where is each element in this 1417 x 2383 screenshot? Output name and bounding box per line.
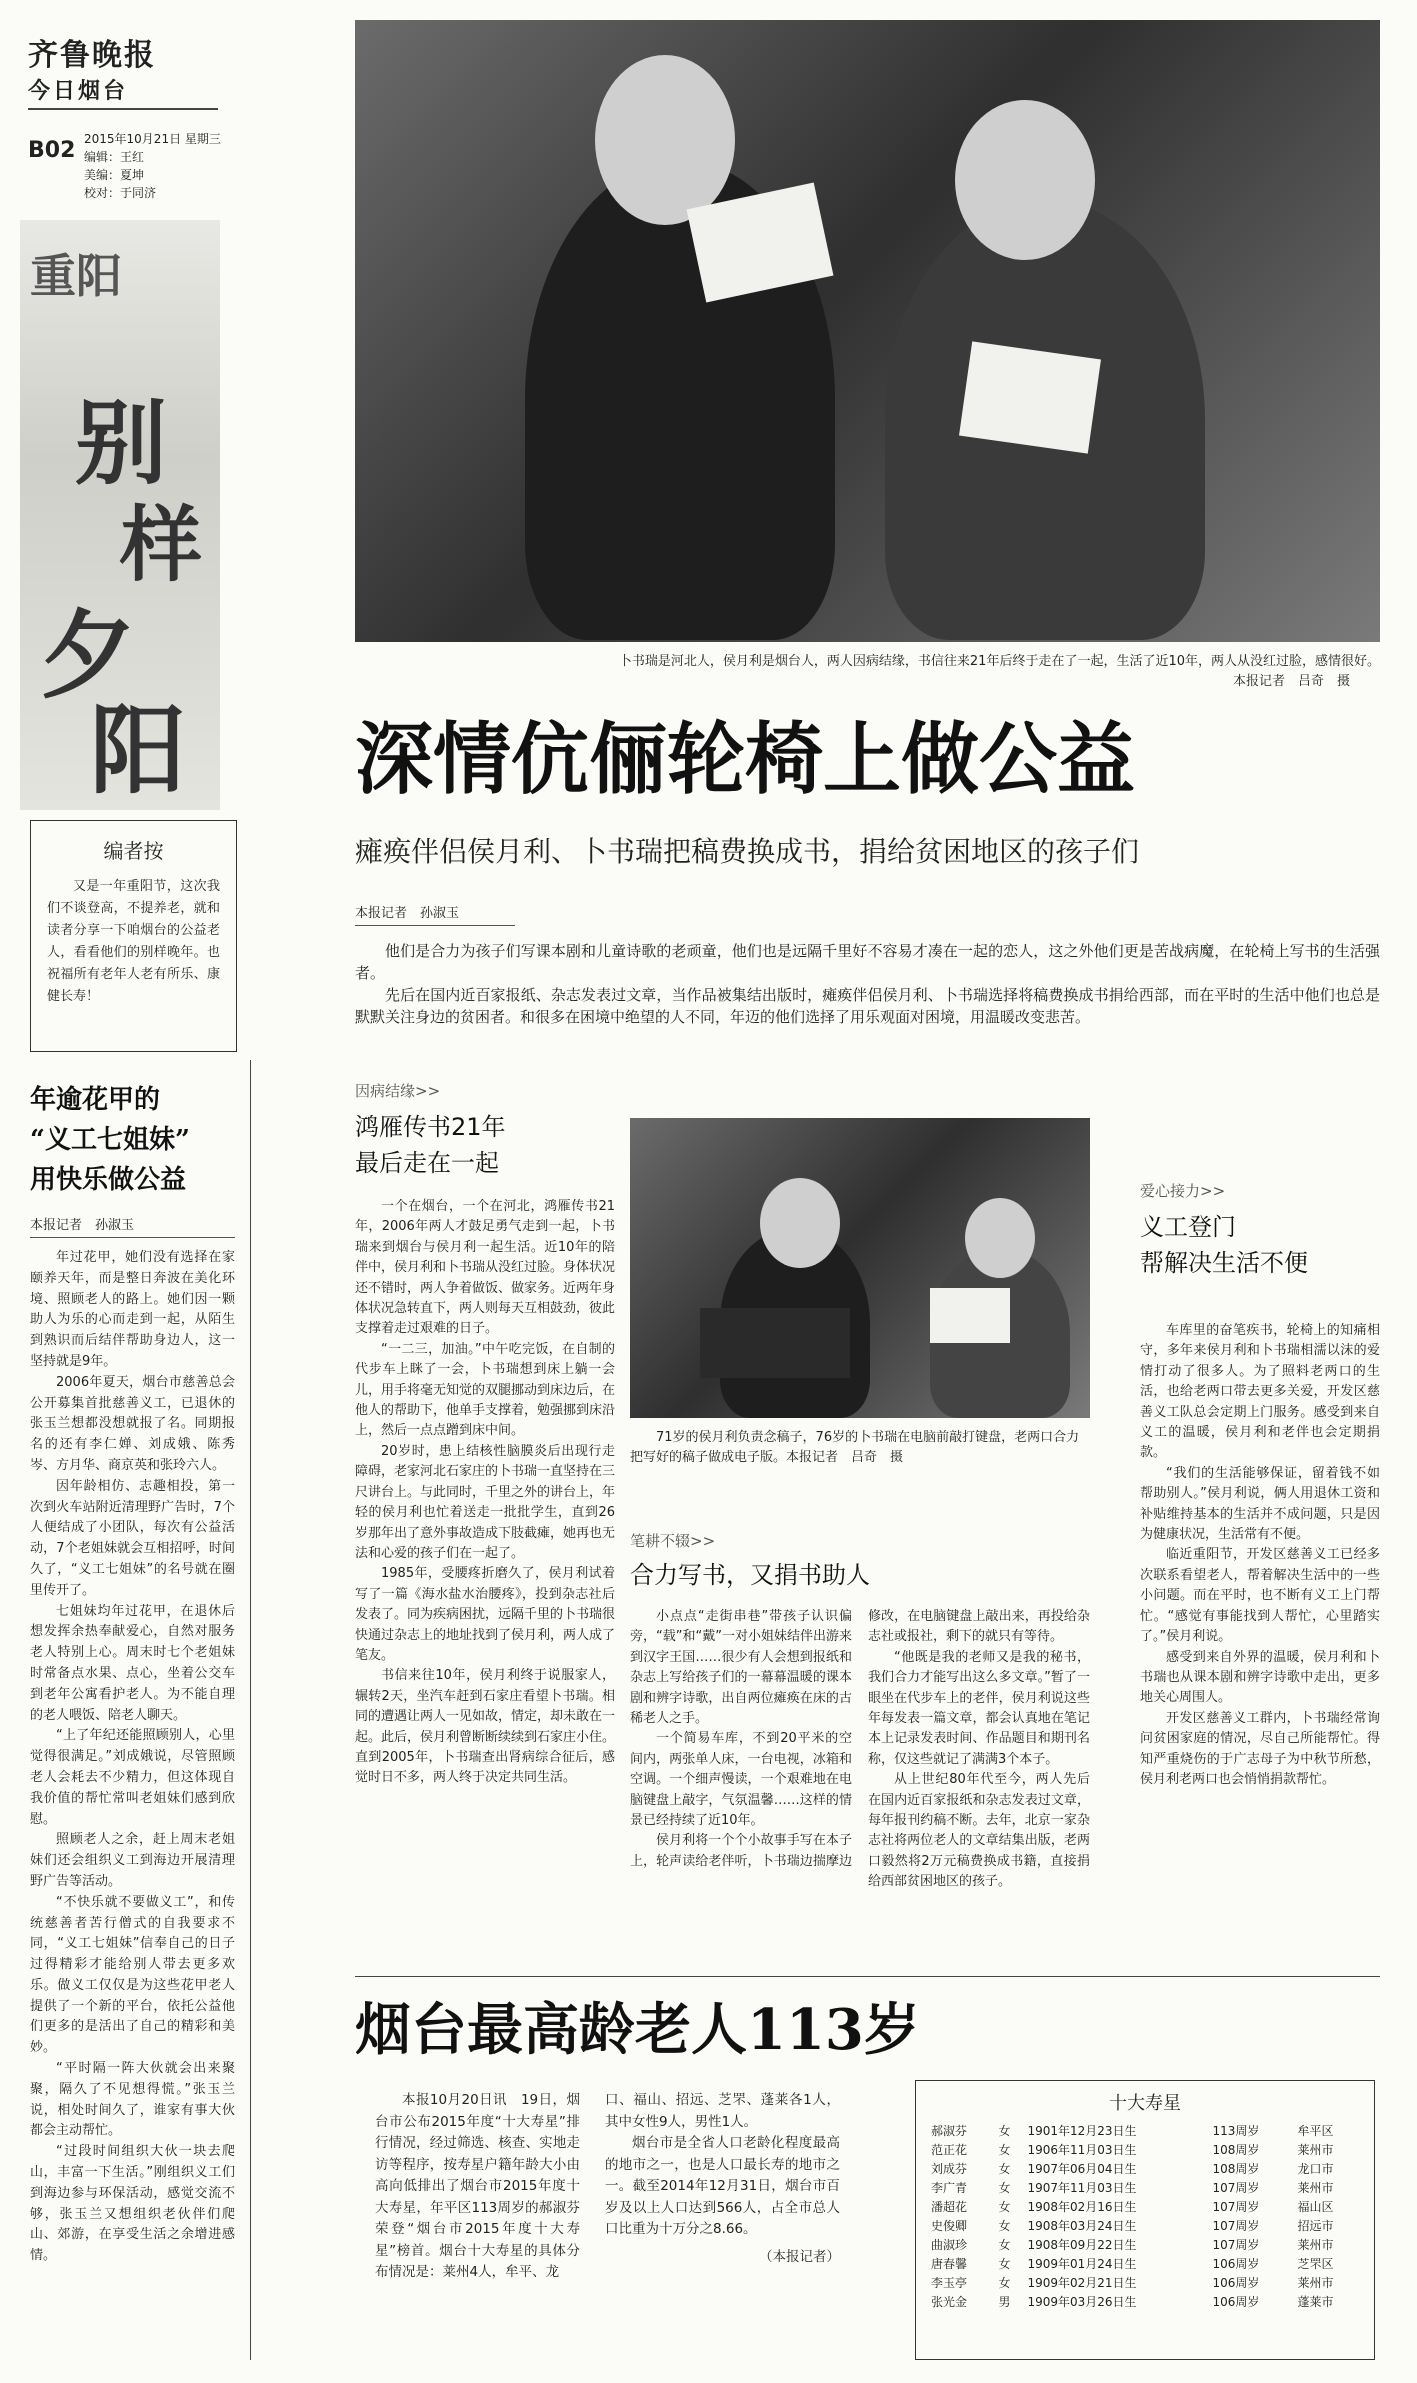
name-cell: 范正花	[931, 2143, 968, 2157]
paragraph: “不快乐就不要做义工”，和传统慈善者苦行僧式的自我要求不同，“义工七姐妹”信奉自己的日子过得精彩才能给别人带去更多欢乐。做义工仅仅是为这些花甲老人提供了一个新的平台，依托公益他们更多的是活出了自己的精彩和美妙。	[30, 1894, 235, 2056]
age-cell: 107周岁	[1212, 2238, 1260, 2252]
longevity-table-box	[915, 2080, 1375, 2360]
section-3-body	[1140, 1321, 1380, 1790]
district-cell: 招远市	[1297, 2219, 1334, 2233]
birthdate-cell: 1908年09月22日生	[1027, 2238, 1137, 2252]
paragraph: 20岁时，患上结核性脑膜炎后出现行走障碍，老家河北石家庄的卜书瑞一直坚持在三尺讲台上。与此同时，千里之外的讲台上，年轻的侯月利也忙着送走一批批学生，直到26岁那年出了意外事故造成下肢截瘫，她再也无法和心爱的孩子们在一起了。	[355, 1443, 616, 1561]
longevity-table-title: 十大寿星	[1109, 2093, 1181, 2114]
table-row	[928, 2140, 1362, 2159]
birthdate-cell: 1901年12月23日生	[1027, 2124, 1137, 2138]
paragraph: “过段时间组织大伙一块去爬山，丰富一下生活。”刚组织义工们到海边参与环保活动，感觉交流不够，张玉兰又想组织老伙伴们爬山、郊游，在享受生活之余增进感情。	[30, 2144, 235, 2264]
mid-photo-caption: 71岁的侯月利负责念稿子，76岁的卜书瑞在电脑前敲打键盘，老两口合力把写好的稿子做成电子版。本报记者 吕奇 摄	[630, 1430, 1080, 1465]
main-subhead: 瘫痪伴侣侯月利、卜书瑞把稿费换成书，捐给贫困地区的孩子们	[355, 835, 1140, 868]
main-headline: 深情伉俪轮椅上做公益	[355, 714, 1136, 805]
paragraph: 感受到来自外界的温暖，侯月利和卜书瑞也从课本剧和辨字诗歌中走出，更多地关心周围人。	[1140, 1649, 1380, 1706]
table-row	[928, 2292, 1362, 2311]
photo-face-man	[595, 55, 735, 225]
name-cell: 张光金	[931, 2295, 968, 2309]
paragraph: 七姐妹均年过花甲，在退休后想发挥余热奉献爱心，自然对服务老人特别上心。周末时七个老姐妹时常备点水果、点心，坐着公交车到老年公寓看护老人。为不能自理的老人喂饭、陪老人聊天。	[30, 1603, 235, 1723]
birthdate-cell: 1909年02月21日生	[1027, 2276, 1137, 2290]
photo-face-man	[760, 1178, 840, 1268]
section-2	[630, 1530, 1090, 1893]
left-story-title-3: 用快乐做公益	[30, 1165, 187, 1195]
paragraph: 口、福山、招远、芝罘、蓬莱各1人，其中女性9人，男性1人。	[605, 2092, 840, 2130]
birthdate-cell: 1907年11月03日生	[1027, 2181, 1137, 2195]
district-cell: 莱州市	[1297, 2276, 1334, 2290]
district-cell: 莱州市	[1297, 2143, 1334, 2157]
paragraph: 侯月利将一个个小故事手写在本子上，轮声读给老伴听，卜书瑞边揣摩边修改，在电脑键盘上敲出来，再投给杂志社或报社，剩下的就只有等待。	[630, 1609, 1090, 1869]
name-cell: 曲淑珍	[931, 2238, 968, 2252]
age-cell: 108周岁	[1212, 2162, 1260, 2176]
left-story-title-1: 年逾花甲的	[30, 1085, 161, 1115]
gender-cell: 女	[998, 2276, 1011, 2290]
age-cell: 113周岁	[1212, 2124, 1260, 2138]
age-cell: 106周岁	[1212, 2276, 1260, 2290]
column-char-2: 样	[120, 497, 203, 593]
section-2-title: 合力写书，又捐书助人	[630, 1561, 870, 1589]
section-1-kicker: 因病结缘>>	[355, 1082, 441, 1100]
paragraph: 临近重阳节，开发区慈善义工已经多次联系看望老人，帮着解决生活中的一些小问题。而在平时，也不断有义工上门帮忙。“感觉有事能找到人帮忙，心里踏实了。”侯月利说。	[1140, 1547, 1380, 1645]
page-meta	[84, 130, 221, 202]
top-photo-credit: 本报记者 吕奇 摄	[1232, 674, 1350, 689]
table-row	[928, 2273, 1362, 2292]
paragraph: 小点点“走街串巷”带孩子认识偏旁，“载”和“戴”一对小姐妹结伴出游来到汉字王国……很少有人会想到报纸和杂志上写给孩子们的一幕幕温暖的课本剧和辨字诗歌，出自两位瘫痪在床的古稀老人之手。	[630, 1609, 852, 1727]
bottom-story-col-1	[375, 2090, 580, 2284]
table-row	[928, 2254, 1362, 2273]
photo-face-woman	[965, 1198, 1035, 1278]
paragraph: “平时隔一阵大伙就会出来聚聚，隔久了不见想得慌。”张玉兰说，相处时间久了，谁家有事大伙都会主动帮忙。	[30, 2061, 235, 2139]
name-cell: 李玉亭	[931, 2276, 968, 2290]
name-cell: 唐春馨	[931, 2257, 968, 2271]
section-3-title-2: 帮解决生活不便	[1140, 1249, 1308, 1277]
section-2-body	[630, 1607, 1090, 1893]
editor-note-title: 编者按	[103, 839, 164, 863]
photo-face-woman	[955, 100, 1095, 260]
section-3-title-1: 义工登门	[1140, 1213, 1236, 1241]
section-3	[1140, 1180, 1380, 1790]
editor-credit: 编辑：王红	[84, 150, 145, 164]
column-char-3: 夕	[40, 599, 136, 712]
paragraph: 2006年夏天，烟台市慈善总会公开募集首批慈善义工，已退休的张玉兰想都没想就报了名。同期报名的还有李仁婵、刘成娥、陈秀岑、方月华、商京英和张玲六人。	[30, 1374, 235, 1473]
gender-cell: 女	[998, 2143, 1011, 2157]
proof-credit: 校对：于同济	[84, 186, 157, 200]
paragraph: 因年龄相仿、志趣相投，第一次到火车站附近清理野广告时，7个人便结成了小团队，每次有公益活动，7个老姐妹就会互相招呼，时间久了，“义工七姐妹”的名号就在圈里传开了。	[30, 1478, 235, 1598]
gender-cell: 女	[998, 2238, 1011, 2252]
name-cell: 潘超花	[931, 2200, 968, 2214]
longevity-table	[928, 2121, 1362, 2311]
section-name: 今日烟台	[28, 79, 129, 104]
section-1-title-1: 鸿雁传书21年	[355, 1113, 506, 1141]
top-photo-caption	[445, 652, 1380, 692]
designer-credit: 美编：夏坤	[84, 168, 145, 182]
mid-photo	[630, 1118, 1090, 1418]
column-char-4: 阳	[90, 694, 186, 807]
editor-note-box	[30, 820, 237, 1052]
gender-cell: 女	[998, 2181, 1011, 2195]
issue-date: 2015年10月21日 星期三	[84, 132, 221, 146]
paragraph: 从上世纪80年代至今，两人先后在国内近百家报纸和杂志发表过文章，每年报刊约稿不断。去年，北京一家杂志社将两位老人的文章结集出版，老两口毅然将2万元稿费换成书籍，直接捐给西部贫困地区的孩子。	[868, 1772, 1090, 1890]
paragraph: 开发区慈善义工群内，卜书瑞经常询问贫困家庭的情况，尽自己所能帮忙。得知严重烧伤的于广志母子为中秋节所愁，侯月利老两口也会悄悄捐款帮忙。	[1140, 1710, 1380, 1787]
paragraph: 车库里的奋笔疾书，轮椅上的知痛相守，多年来侯月利和卜书瑞相濡以沫的爱情打动了很多人。为了照料老两口的生活，也给老两口带去更多关爱，开发区慈善义工队总会定期上门服务。感受到来自义工的温暖，侯月利和老伴也会定期捐款。	[1140, 1323, 1380, 1461]
district-cell: 莱州市	[1297, 2181, 1334, 2195]
gender-cell: 女	[998, 2257, 1011, 2271]
gender-cell: 女	[998, 2200, 1011, 2214]
age-cell: 106周岁	[1212, 2295, 1260, 2309]
paragraph: “一二三，加油。”中午吃完饭，在自制的代步车上眯了一会，卜书瑞想到床上躺一会儿，用手将毫无知觉的双腿挪动到床边后，在他人的帮助下，他单手支撑着，勉强挪到床沿上，然后一点点蹭到床中间。	[355, 1341, 616, 1439]
district-cell: 芝罘区	[1297, 2257, 1334, 2271]
district-cell: 蓬莱市	[1297, 2295, 1334, 2309]
column-char-1: 别	[75, 389, 168, 497]
paragraph: “我们的生活能够保证，留着钱不如帮助别人。”侯月利说，俩人用退休工资和补贴维持基本的生活并不成问题，只是因为健康状况，生活常有不便。	[1140, 1465, 1380, 1543]
table-row	[928, 2121, 1362, 2140]
page-number: B02	[28, 138, 76, 163]
top-photo-caption-text: 卜书瑞是河北人，侯月利是烟台人，两人因病结缘，书信往来21年后终于走在了一起，生活了近10年，两人从没红过脸，感情很好。	[618, 654, 1380, 669]
photo-laptop	[700, 1308, 850, 1378]
lead-paragraph: 他们是合力为孩子们写课本剧和儿童诗歌的老顽童，他们也是远隔千里好不容易才凑在一起的恋人，这之外他们更是苦战病魔，在轮椅上写书的生活强者。	[355, 942, 1380, 982]
masthead-divider	[28, 108, 218, 110]
section-3-kicker: 爱心接力>>	[1140, 1182, 1226, 1200]
column-divider	[250, 1060, 251, 2360]
district-cell: 莱州市	[1297, 2238, 1334, 2252]
left-story-title-2: “义工七姐妹”	[30, 1125, 190, 1155]
district-cell: 龙口市	[1297, 2162, 1334, 2176]
paragraph: 烟台市是全省人口老龄化程度最高的地市之一，也是人口最长寿的地市之一。截至2014年12月31日，烟台市百岁及以上人口达到566人，占全市总人口比重为十万分之8.66。	[605, 2135, 840, 2237]
gender-cell: 女	[998, 2162, 1011, 2176]
table-row	[928, 2178, 1362, 2197]
name-cell: 郝淑芬	[931, 2124, 968, 2138]
district-cell: 福山区	[1297, 2200, 1334, 2214]
bottom-headline: 烟台最高龄老人113岁	[355, 1997, 920, 2063]
photo-notebook	[930, 1288, 1010, 1343]
name-cell: 李广青	[931, 2181, 968, 2195]
left-story	[30, 1080, 235, 2267]
paragraph: “他既是我的老师又是我的秘书，我们合力才能写出这么多文章。”暂了一眼坐在代步车上的老伴，侯月利说这些年每发表一篇文章，都会认真地在笔记本上记录发表时间、作品题目和期刊名称，仅这些就记了满满3个本子。	[868, 1649, 1090, 1767]
paragraph: “上了年纪还能照顾别人，心里觉得很满足。”刘成娥说，尽管照顾老人会耗去不少精力，但这体现自我价值的帮忙常叫老姐妹们感到欣慰。	[30, 1728, 235, 1827]
signoff: （本报记者）	[759, 2248, 840, 2265]
main-lead	[355, 940, 1380, 1028]
main-byline: 本报记者 孙淑玉	[355, 902, 515, 926]
age-cell: 106周岁	[1212, 2257, 1260, 2271]
birthdate-cell: 1909年03月26日生	[1027, 2295, 1137, 2309]
name-cell: 刘成芬	[931, 2162, 968, 2176]
top-photo	[355, 20, 1380, 642]
paragraph: 一个简易车库，不到20平米的空间内，两张单人床，一台电视，冰箱和空调。一个细声慢读，一个艰难地在电脑键盘上敲字，气氛温馨……这样的情景已经持续了近10年。	[630, 1731, 852, 1829]
section-2-kicker: 笔耕不辍>>	[630, 1532, 716, 1550]
left-story-byline: 本报记者 孙淑玉	[30, 1214, 235, 1238]
paragraph: 1985年，受腰疼折磨久了，侯月利试着写了一篇《海水盐水治腰疼》，投到杂志社后发表了。同为疾病困扰，远隔千里的卜书瑞很快通过杂志上的地址找到了侯月利，两人成了笔友。	[355, 1566, 616, 1663]
gender-cell: 女	[998, 2124, 1011, 2138]
paragraph: 照顾老人之余，赶上周末老姐妹们还会组织义工到海边开展清理野广告等活动。	[30, 1832, 235, 1889]
birthdate-cell: 1909年01月24日生	[1027, 2257, 1137, 2271]
table-row	[928, 2159, 1362, 2178]
section-1-body	[355, 1197, 615, 1789]
age-cell: 107周岁	[1212, 2200, 1260, 2214]
newspaper-logo: 齐鲁晚报	[28, 38, 156, 73]
age-cell: 107周岁	[1212, 2219, 1260, 2233]
column-title-art	[20, 220, 220, 810]
paragraph: 年过花甲，她们没有选择在家颐养天年，而是整日奔波在美化环境、照顾老人的路上。她们因一颗助人为乐的心而走到一起，从陌生到熟识而后结伴帮助身边人，这一坚持就是9年。	[30, 1250, 235, 1369]
photo-manuscript-2	[959, 341, 1101, 453]
gender-cell: 女	[998, 2219, 1011, 2233]
editor-note-text: 又是一年重阳节，这次我们不谈登高，不提养老，就和读者分享一下咱烟台的公益老人，看看他们的别样晚年。也祝福所有老年人老有所乐、康健长寿！	[47, 879, 220, 1004]
left-story-body	[30, 1248, 235, 2267]
paragraph: 本报10月20日讯 19日，烟台市公布2015年度“十大寿星”排行情况，经过筛选、核查、实地走访等程序，按寿星户籍年龄大小由高向低排出了烟台市2015年度十大寿星，年平区113周岁的郝淑芬荣登“烟台市2015年度十大寿星”榜首。烟台十大寿星的具体分布情况是：莱州4人，牟平、龙	[375, 2092, 580, 2280]
table-row	[928, 2216, 1362, 2235]
age-cell: 108周岁	[1212, 2143, 1260, 2157]
lead-paragraph: 先后在国内近百家报纸、杂志发表过文章，当作品被集结出版时，瘫痪伴侣侯月利、卜书瑞选择将稿费换成书捐给西部，而在平时的生活中他们也总是默默关注身边的贫困者。和很多在困境中绝望的人不同，年迈的他们选择了用乐观面对困境，用温暖改变悲苦。	[355, 986, 1380, 1026]
column-series-small: 重阳	[30, 249, 122, 303]
name-cell: 史俊卿	[931, 2219, 968, 2233]
paragraph: 书信来往10年，侯月利终于说服家人，辗转2天，坐汽车赶到石家庄看望卜书瑞。相同的遭遇让两人一见如故，情定，却未敢在一起。此后，侯月利曾断断续续到石家庄小住。直到2005年，卜书瑞查出肾病综合征后，感觉时日不多，两人终于决定共同生活。	[355, 1668, 616, 1786]
paragraph: 一个在烟台，一个在河北，鸿雁传书21年，2006年两人才鼓足勇气走到一起，卜书瑞来到烟台与侯月利一起生活。近10年的陪伴中，侯月利和卜书瑞从没红过脸。身体状况还不错时，两人争着做饭、做家务。近两年身体状况急转直下，两人则每天互相鼓劲，彼此支撑着走过艰难的日子。	[355, 1199, 616, 1337]
section-1	[355, 1080, 615, 1789]
bottom-divider	[355, 1976, 1380, 1977]
district-cell: 牟平区	[1297, 2124, 1334, 2138]
longevity-table-body	[928, 2121, 1362, 2311]
birthdate-cell: 1908年03月24日生	[1027, 2219, 1137, 2233]
gender-cell: 男	[998, 2295, 1011, 2309]
age-cell: 107周岁	[1212, 2181, 1260, 2195]
table-row	[928, 2235, 1362, 2254]
section-1-title-2: 最后走在一起	[355, 1149, 499, 1177]
birthdate-cell: 1908年02月16日生	[1027, 2200, 1137, 2214]
birthdate-cell: 1906年11月03日生	[1027, 2143, 1137, 2157]
bottom-story-col-2	[605, 2090, 840, 2268]
table-row	[928, 2197, 1362, 2216]
birthdate-cell: 1907年06月04日生	[1027, 2162, 1137, 2176]
